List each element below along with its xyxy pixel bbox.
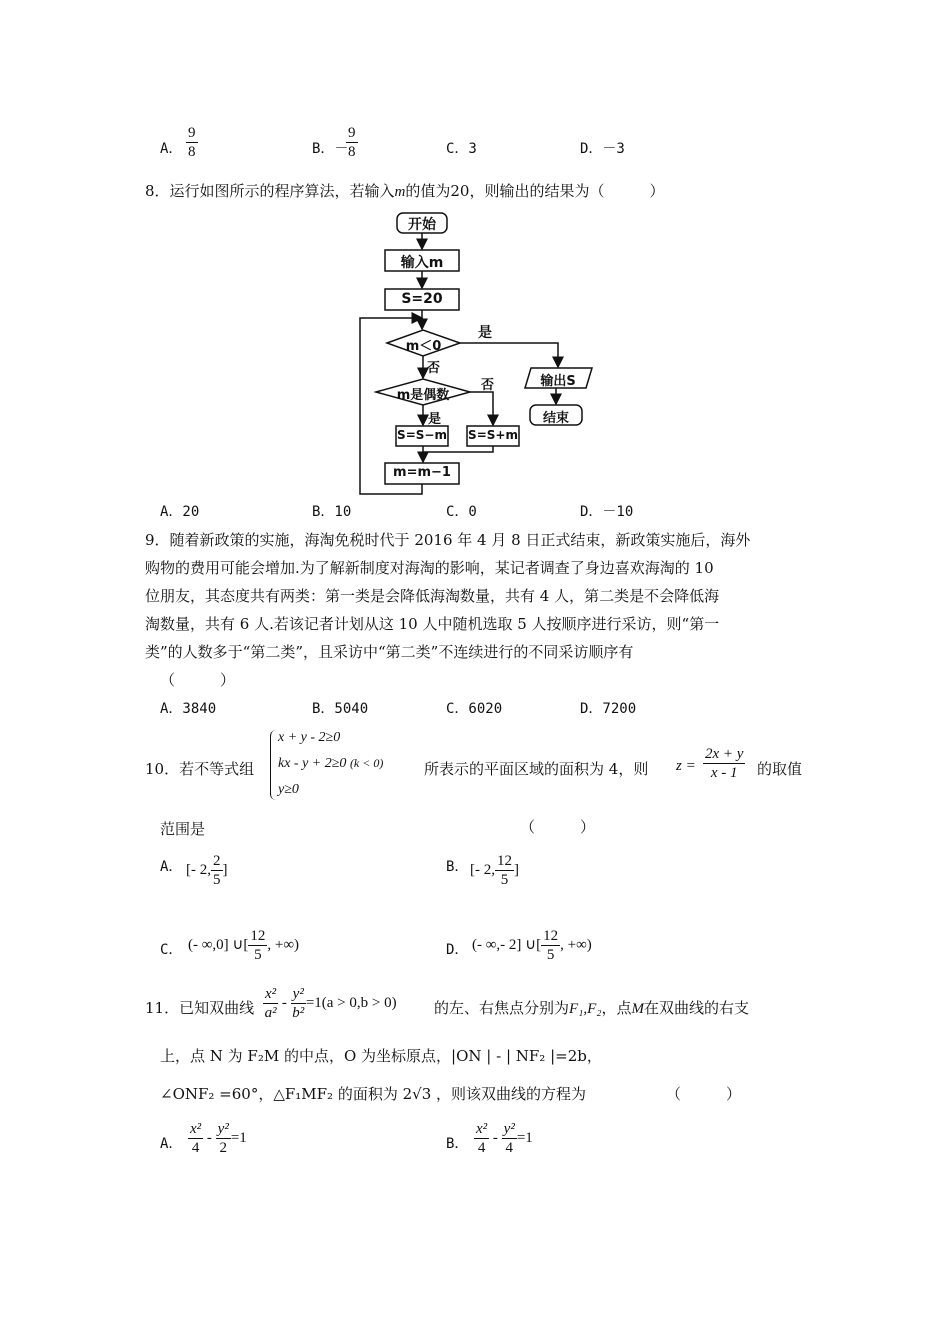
q11-stem-3: ，点 (601, 999, 632, 1017)
flow-cond2-label: m是偶数 (396, 388, 450, 403)
q9-option-c: C．6020 (446, 701, 503, 717)
q11-b-yd: 4 (505, 1140, 513, 1156)
q10-stem: 10．若不等式组 (145, 760, 255, 778)
q11-eq-b: b² (292, 1005, 305, 1021)
q10-d-num: 12 (543, 928, 559, 944)
q11-a-yd: 2 (219, 1140, 227, 1156)
q11-a-y: y² (217, 1121, 229, 1137)
q8-var-m: m (394, 184, 406, 200)
q11-option-a-label: A． (160, 1136, 183, 1152)
q10-a-num: 2 (213, 853, 221, 869)
q10-z-num: 2x + y (705, 746, 744, 762)
q11-a-x: x² (190, 1121, 202, 1137)
flowchart-svg (0, 0, 950, 500)
q10-option-b-label: B． (446, 859, 469, 875)
q10-ineq-2-cond: (k < 0) (349, 756, 384, 770)
q9-option-d: D．7200 (580, 701, 637, 717)
q7-b-prefix: － (334, 141, 349, 157)
q8-option-b: B．10 (312, 504, 352, 520)
q10-ineq-2-expr: kx - y + 2≥0 (278, 756, 347, 771)
q11-b-eq: =1 (516, 1129, 533, 1146)
q10-option-c-label: C． (160, 942, 183, 958)
q9-stem-line-5: 类”的人数多于“第二类”，且采访中“第二类”不连续进行的不同采访顺序有 (145, 643, 634, 661)
q7-a-label: A． (160, 141, 183, 157)
q11-a-xd: 4 (191, 1140, 200, 1156)
q10-ineq-2 (278, 756, 383, 772)
q11-b-xd: 4 (477, 1140, 486, 1156)
flow-input-label: 输入m (400, 255, 444, 271)
q10-d-pre: (- ∞,- 2] ∪[ (472, 936, 542, 953)
q10-c-post: , +∞) (267, 936, 300, 953)
q11-stem-2 (434, 997, 749, 1018)
q10-d-post: , +∞) (560, 936, 592, 953)
flow-cond1-label: m＜0 (405, 339, 442, 354)
q10-option-b (470, 852, 519, 889)
q11-eq-a: a² (264, 1005, 277, 1021)
q10-option-d-label: D． (446, 942, 469, 958)
q7-b-num: 9 (348, 125, 356, 141)
q11-option-a: $\frac{\text{x²}}{4}$ - $\frac{\text{y²}}{2}$ =1 (190, 1121, 247, 1156)
q11-a-eq: =1 (230, 1129, 247, 1146)
q10-ineq-1: x + y - 2≥0 (278, 730, 341, 745)
flow-output-label: 输出S (540, 374, 576, 389)
q10-tail: 的取值 (757, 760, 803, 778)
q10-b-post: ] (514, 861, 519, 878)
q11-option-b-label: B． (446, 1136, 469, 1152)
q10-a-den: 5 (213, 872, 221, 888)
flow-end-label: 结束 (542, 411, 569, 426)
q10-paren: （ ） (520, 818, 596, 836)
q10-c-pre: (- ∞,0] ∪[ (188, 936, 249, 953)
q11-b-x: x² (476, 1121, 488, 1137)
q8-stem-a: 8．运行如图所示的程序算法，若输入 (145, 182, 395, 200)
q11-M: M (631, 1001, 645, 1017)
q10-brace (270, 730, 277, 800)
q10-option-d (472, 927, 592, 964)
flow-no2: 否 (481, 378, 495, 393)
flow-start-label: 开始 (408, 217, 436, 233)
q9-paren: （ ） (160, 671, 236, 689)
q8-option-c: C．0 (446, 504, 477, 520)
q11-stem: 11．已知双曲线 (145, 999, 255, 1017)
q10-b-num: 12 (497, 853, 512, 869)
q10-line-2: 范围是 (160, 820, 206, 838)
q10-z-fraction (703, 745, 745, 782)
q7-option-c: C．3 (446, 141, 477, 157)
q10-option-c (188, 927, 299, 964)
q11-eq-x: x² (265, 986, 277, 1002)
q11-eq-rest: =1(a > 0,b > 0) (305, 994, 397, 1011)
flow-assign-odd-label: S=S+m (468, 428, 518, 442)
flow-yes1: 是 (478, 325, 492, 341)
q7-b-label: B． (312, 141, 335, 157)
q9-stem-line-3: 位朋友，其态度共有两类：第一类是会降低海淘数量，共有 4 人，第二类是不会降低海 (145, 587, 720, 605)
q9-stem-line-4: 淘数量，共有 6 人.若该记者计划从这 10 人中随机选取 5 人按顺序进行采访，则“第一 (145, 615, 720, 633)
q10-z: z = (676, 758, 696, 774)
q9-option-a: A．3840 (160, 701, 217, 717)
q9-option-b: B．5040 (312, 701, 369, 717)
q11-stem-2a: 的左、右焦点分别为 (434, 999, 570, 1017)
flow-no1: 否 (427, 361, 441, 376)
q10-c-den: 5 (254, 947, 262, 963)
q10-z-den: x - 1 (710, 765, 738, 781)
q11-stem-4: 在双曲线的右支 (644, 999, 750, 1017)
q10-ineq-3: y≥0 (278, 782, 299, 797)
flow-init-label: S=20 (401, 291, 443, 307)
flow-yes2: 是 (428, 412, 442, 427)
q7-a-num: 9 (188, 125, 196, 141)
q10-a-pre: [- 2, (186, 861, 211, 878)
q10-b-den: 5 (500, 872, 509, 888)
q11-eq-y: y² (292, 986, 304, 1002)
q7-a-den: 8 (188, 144, 196, 160)
q9-stem-line-2: 购物的费用可能会增加.为了解新制度对海淘的影响，某记者调查了身边喜欢海淘的 10 (145, 559, 714, 577)
q8-option-a: A．20 (160, 504, 200, 520)
q11-line-3: ∠ONF₂ =60°，△F₁MF₂ 的面积为 2√3 ，则该双曲线的方程为 (160, 1085, 587, 1103)
q11-foci: F₁,F₂ (569, 1001, 602, 1017)
q10-d-den: 5 (546, 947, 555, 963)
q10-option-a (186, 852, 228, 889)
q9-stem-line-1: 9．随着新政策的实施，海淘免税时代于 2016 年 4 月 8 日正式结束，新政策实施后，海外 (145, 531, 751, 549)
q10-a-post: ] (222, 861, 228, 878)
q8-stem-b: 的值为20，则输出的结果为（ ） (405, 182, 665, 200)
q8-option-d: D．－10 (580, 504, 634, 520)
flow-assign-even-label: S=S−m (397, 428, 447, 442)
q11-line-2: 上，点 N 为 F₂M 的中点，O 为坐标原点，|ON | - | NF₂ |=2b， (160, 1047, 602, 1065)
q7-option-d: D．－3 (580, 141, 625, 157)
q11-paren: （ ） (666, 1085, 742, 1103)
q11-b-y: y² (503, 1121, 515, 1137)
q10-c-num: 12 (250, 928, 266, 944)
q11-option-b: $\frac{\text{x²}}{4}$ - $\frac{\text{y²}}{4}$ =1 (476, 1121, 533, 1156)
flow-dec-label: m=m−1 (393, 465, 451, 480)
q10-mid: 所表示的平面区域的面积为 4，则 (424, 760, 649, 778)
q10-b-pre: [- 2, (470, 861, 495, 878)
q10-option-a-label: A． (160, 859, 183, 875)
q11-equation: $\frac{\text{x²}}{\text{a²}}$ - $\frac{\text{y²}}{\text{b²}}$ =1(a > 0,b > 0) (264, 986, 397, 1021)
q7-b-den: 8 (348, 144, 356, 160)
